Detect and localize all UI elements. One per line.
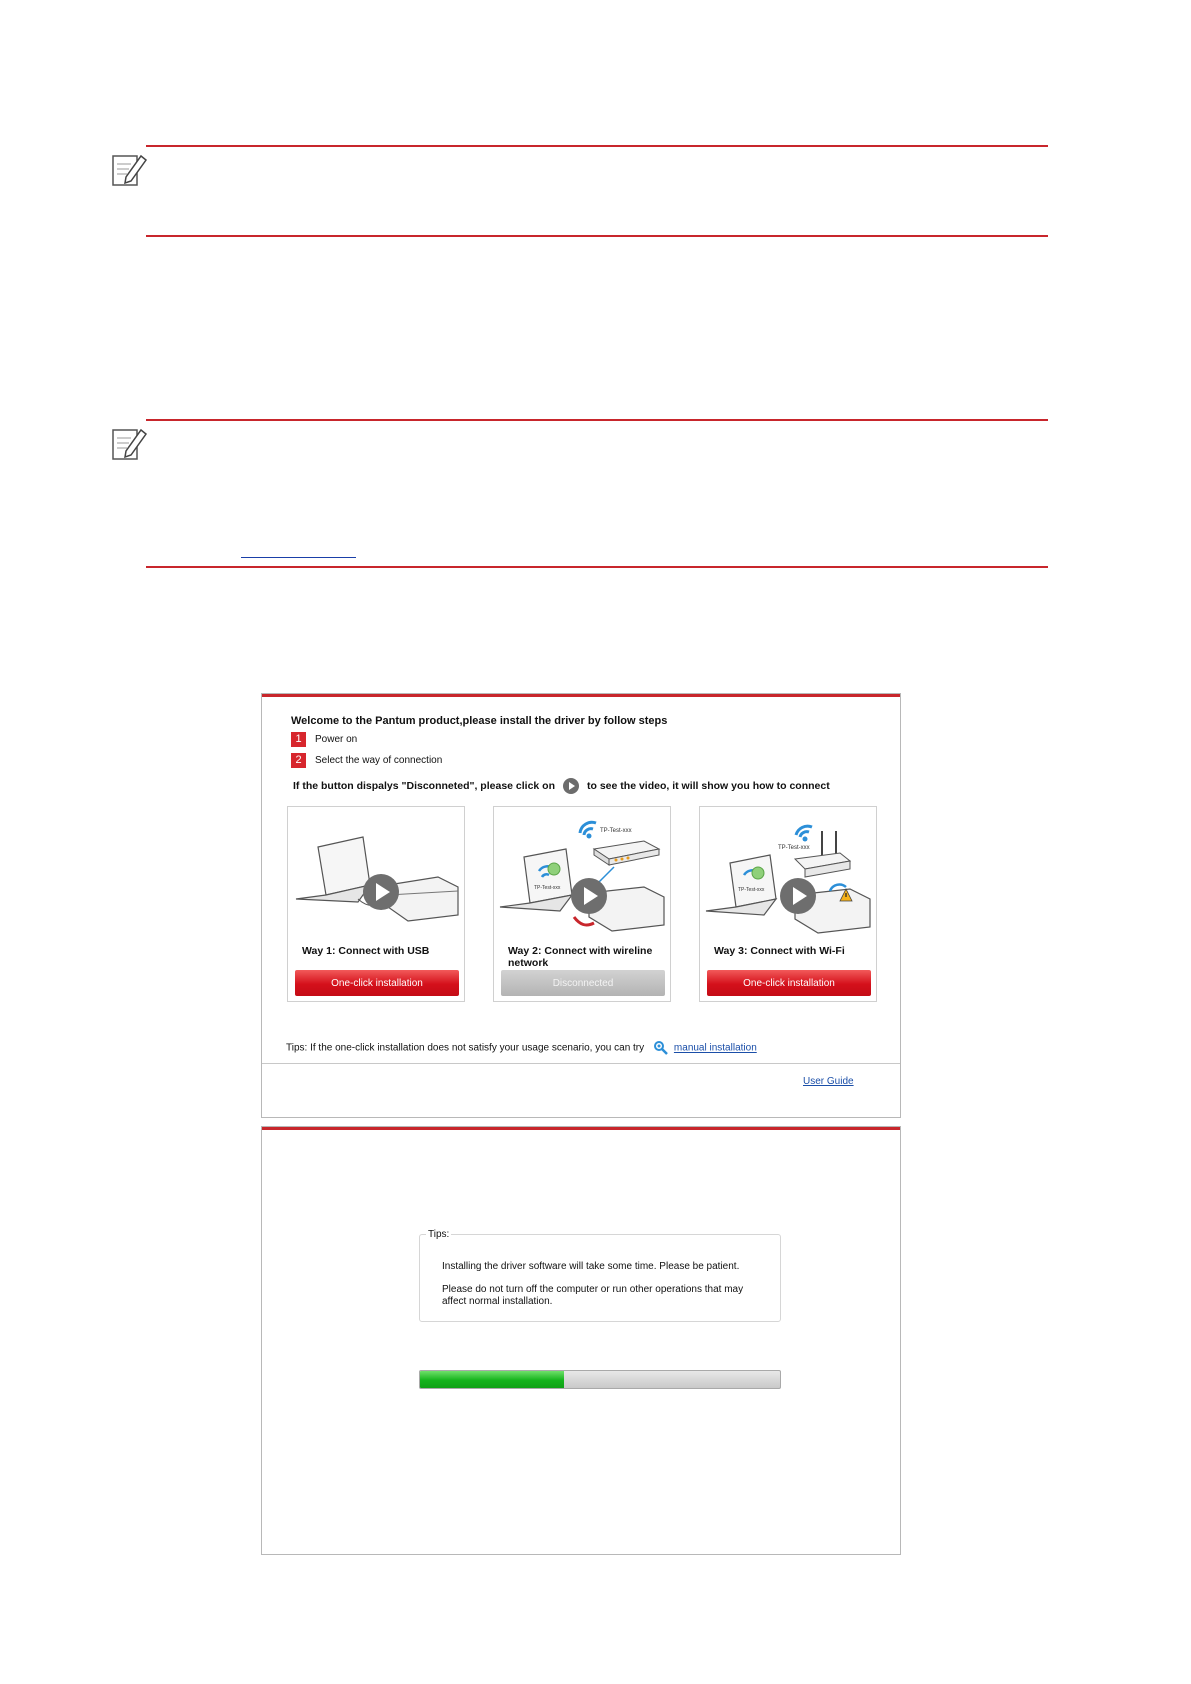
step-label: Power on (315, 734, 358, 746)
one-click-install-usb-button[interactable]: One-click installation (295, 970, 459, 996)
installer-window-progress (261, 1126, 901, 1555)
step-number: 2 (291, 753, 306, 768)
install-tips-box (419, 1229, 781, 1322)
window-accent-bar (262, 1127, 900, 1130)
router-label: TP-Test-xxx (600, 828, 632, 834)
note-bottom-rule-1 (146, 235, 1048, 237)
step-select-connection (291, 753, 442, 768)
install-progress-bar (419, 1370, 781, 1389)
note-bottom-rule-2 (146, 566, 1048, 568)
hint-text-after: to see the video, it will show you how to connect (587, 779, 830, 792)
tips-legend: Tips: (428, 1229, 450, 1240)
tips-text: Tips: If the one-click installation does not satisfy your usage scenario, you can try (286, 1042, 645, 1054)
tips-line-wait: Installing the driver software will take some time. Please be patient. (442, 1261, 740, 1272)
step-number: 1 (291, 732, 306, 747)
tips-line-warning: Please do not turn off the computer or run other operations that may affect normal installation. (442, 1284, 744, 1307)
card-label: Way 2: Connect with wireline network (508, 945, 653, 969)
one-click-install-wifi-button[interactable]: One-click installation (707, 970, 871, 996)
user-guide-link[interactable]: User Guide (803, 1076, 854, 1087)
step-power-on (291, 732, 357, 747)
router-label: TP-Test-xxx (778, 845, 810, 851)
router-label: TP-Test-xxx (534, 885, 561, 891)
note-icon (110, 425, 148, 463)
card-label: Way 1: Connect with USB (302, 945, 430, 957)
window-divider (262, 1063, 900, 1064)
install-progress-fill (420, 1371, 564, 1388)
welcome-title: Welcome to the Pantum product,please install the driver by follow steps (291, 715, 668, 727)
note-icon (110, 151, 148, 189)
wired-network-illustration (494, 807, 670, 943)
manual-install-tip (286, 1040, 757, 1056)
gear-search-icon (653, 1040, 669, 1056)
router-label: TP-Test-xxx (738, 887, 765, 893)
video-hint (293, 778, 830, 794)
connection-card-wifi (699, 806, 877, 1002)
disconnected-wired-button[interactable]: Disconnected (501, 970, 665, 996)
card-label: Way 3: Connect with Wi-Fi (714, 945, 845, 957)
note-top-rule-2 (146, 419, 1048, 421)
connection-card-usb (287, 806, 465, 1002)
installer-window-connection (261, 693, 901, 1118)
wifi-illustration (700, 807, 876, 943)
step-label: Select the way of connection (315, 755, 443, 767)
window-accent-bar (262, 694, 900, 697)
connection-card-wired (493, 806, 671, 1002)
usb-illustration (288, 807, 464, 943)
document-link-underline[interactable] (241, 543, 356, 558)
note-top-rule-1 (146, 145, 1048, 147)
hint-text-before: If the button dispalys "Disconneted", please click on (293, 779, 556, 792)
play-video-icon[interactable] (563, 778, 579, 794)
manual-installation-link[interactable]: manual installation (673, 1042, 757, 1054)
